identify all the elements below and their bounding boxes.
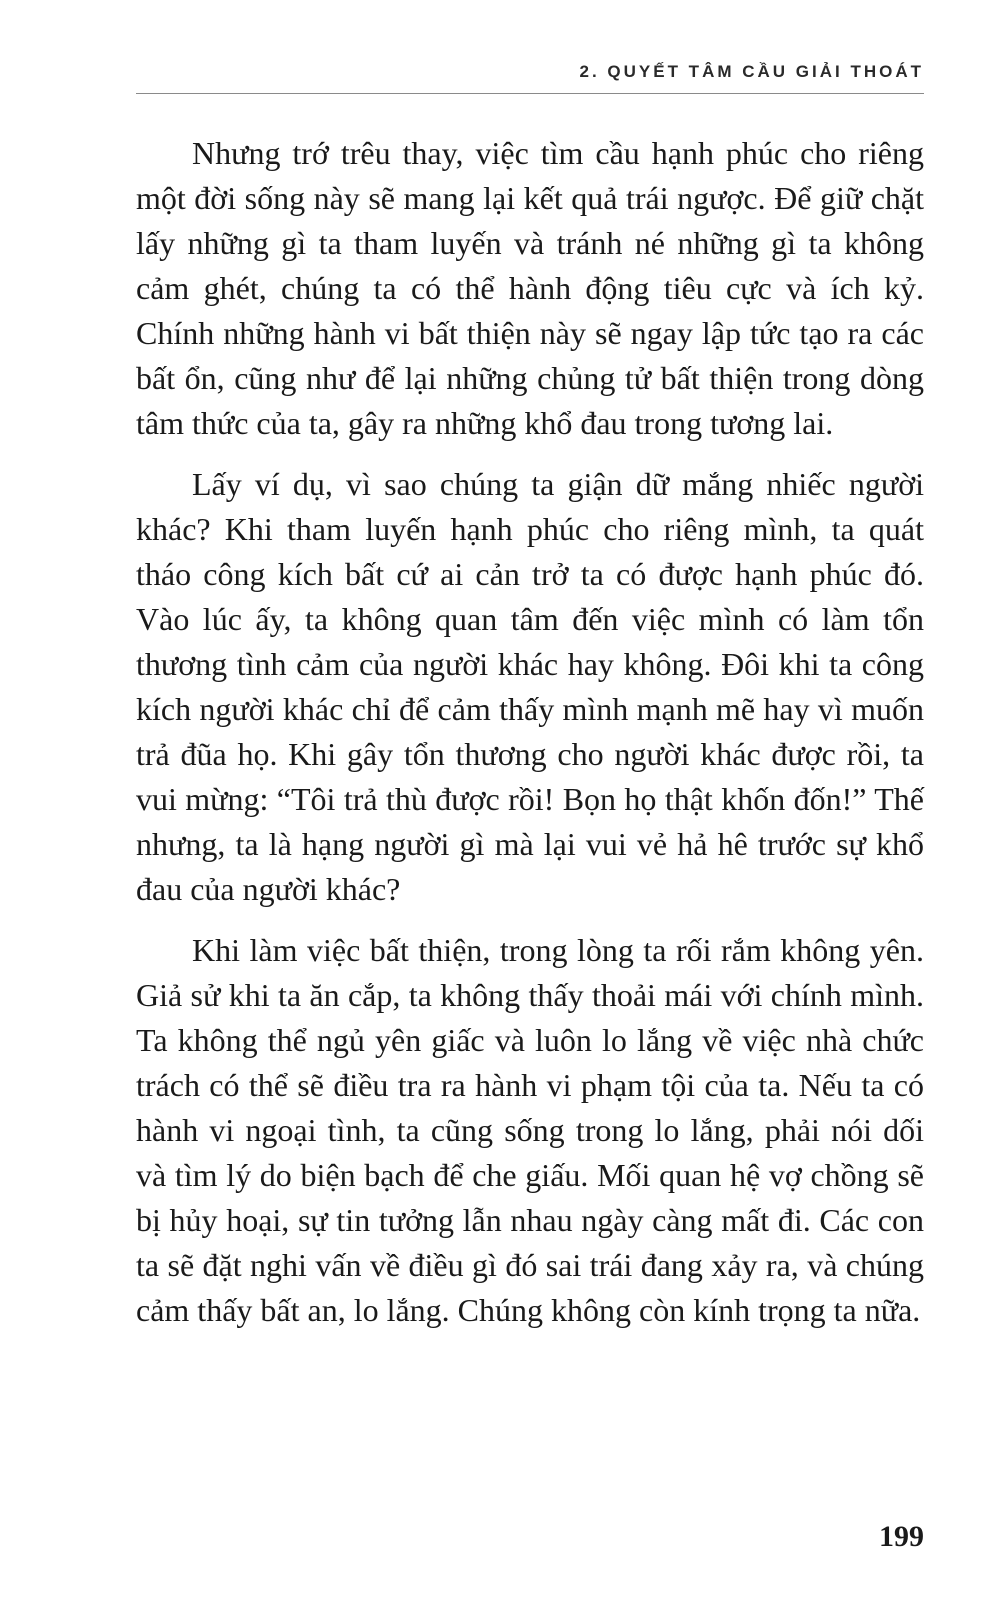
header-divider	[136, 93, 924, 94]
paragraph-2: Lấy ví dụ, vì sao chúng ta giận dữ mắng nhiếc người khác? Khi tham luyến hạnh phúc cho riêng mình, ta quát tháo công kích bất cứ ai cản trở ta có được hạnh phúc đó. Vào lúc ấy, ta không quan tâm đến việc mình có làm tổn thương tình cảm của người khác hay không. Đôi khi ta công kích người khác chỉ để cảm thấy mình mạnh mẽ hay vì muốn trả đũa họ. Khi gây tổn thương cho người khác được rồi, ta vui mừng: “Tôi trả thù được rồi! Bọn họ thật khốn đốn!” Thế nhưng, ta là hạng người gì mà lại vui vẻ hả hê trước sự khổ đau của người khác?	[136, 466, 924, 907]
page-number: 199	[879, 1520, 924, 1553]
paragraph-1: Nhưng trớ trêu thay, việc tìm cầu hạnh phúc cho riêng một đời sống này sẽ mang lại kết quả trái ngược. Để giữ chặt lấy những gì ta tham luyến và tránh né những gì ta không cảm ghét, chúng ta có thể hành động tiêu cực và ích kỷ. Chính những hành vi bất thiện này sẽ ngay lập tức tạo ra các bất ổn, cũng như để lại những chủng tử bất thiện trong dòng tâm thức của ta, gây ra những khổ đau trong tương lai.	[136, 135, 924, 441]
paragraph-3: Khi làm việc bất thiện, trong lòng ta rối rắm không yên. Giả sử khi ta ăn cắp, ta không thấy thoải mái với chính mình. Ta không thể ngủ yên giấc và luôn lo lắng về việc nhà chức trách có thể sẽ điều tra ra hành vi phạm tội của ta. Nếu ta có hành vi ngoại tình, ta cũng sống trong lo lắng, phải nói dối và tìm lý do biện bạch để che giấu. Mối quan hệ vợ chồng sẽ bị hủy hoại, sự tin tưởng lẫn nhau ngày càng mất đi. Các con ta sẽ đặt nghi vấn về điều gì đó sai trái đang xảy ra, và chúng cảm thấy bất an, lo lắng. Chúng không còn kính trọng ta nữa.	[136, 932, 924, 1328]
running-header: 2. QUYẾT TÂM CẦU GIẢI THOÁT	[579, 62, 924, 81]
page-body	[136, 131, 924, 1349]
